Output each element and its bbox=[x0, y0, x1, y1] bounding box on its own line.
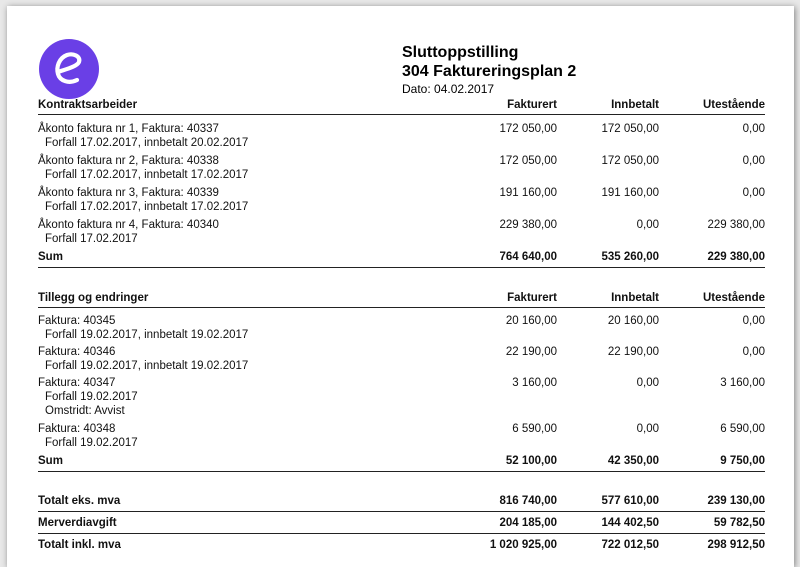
header-divider bbox=[38, 307, 765, 308]
row-label: Åkonto faktura nr 3, Faktura: 40339 bbox=[38, 187, 219, 199]
sum-label: Sum bbox=[38, 455, 63, 467]
row-utestaende: 0,00 bbox=[742, 187, 765, 199]
row-label: Faktura: 40347 bbox=[38, 377, 116, 389]
document-subtitle: 304 Faktureringsplan 2 bbox=[402, 63, 577, 80]
total-innbetalt: 144 402,50 bbox=[601, 517, 659, 529]
row-detail: Forfall 19.02.2017 bbox=[45, 437, 138, 449]
sum-label: Sum bbox=[38, 251, 63, 263]
row-label: Åkonto faktura nr 1, Faktura: 40337 bbox=[38, 123, 219, 135]
row-innbetalt: 20 160,00 bbox=[607, 315, 659, 327]
sum-divider bbox=[38, 267, 765, 268]
row-label: Åkonto faktura nr 2, Faktura: 40338 bbox=[38, 155, 219, 167]
row-label: Faktura: 40345 bbox=[38, 315, 116, 327]
row-utestaende: 0,00 bbox=[742, 315, 765, 327]
row-detail: Forfall 17.02.2017 bbox=[45, 233, 138, 245]
sum-divider bbox=[38, 471, 765, 472]
sum-row bbox=[38, 454, 765, 469]
col-header-innbetalt: Innbetalt bbox=[611, 99, 659, 111]
col-header-utestaende: Utestående bbox=[703, 99, 765, 111]
col-header-fakturert: Fakturert bbox=[507, 292, 557, 304]
row-detail: Forfall 17.02.2017, innbetalt 17.02.2017 bbox=[45, 169, 249, 181]
row-utestaende: 6 590,00 bbox=[720, 423, 765, 435]
row-detail: Forfall 19.02.2017, innbetalt 19.02.2017 bbox=[45, 329, 249, 341]
document-page bbox=[7, 6, 794, 567]
total-fakturert: 1 020 925,00 bbox=[489, 539, 557, 551]
row-innbetalt: 0,00 bbox=[636, 377, 659, 389]
header-divider bbox=[38, 114, 765, 115]
total-row-eks-mva bbox=[38, 494, 765, 509]
total-innbetalt: 722 012,50 bbox=[601, 539, 659, 551]
col-header-utestaende: Utestående bbox=[703, 292, 765, 304]
row-utestaende: 0,00 bbox=[742, 155, 765, 167]
total-label: Merverdiavgift bbox=[38, 517, 117, 529]
row-fakturert: 172 050,00 bbox=[499, 123, 557, 135]
col-header-innbetalt: Innbetalt bbox=[611, 292, 659, 304]
sum-fakturert: 764 640,00 bbox=[499, 251, 557, 263]
total-fakturert: 816 740,00 bbox=[499, 495, 557, 507]
row-fakturert: 3 160,00 bbox=[512, 377, 557, 389]
total-divider bbox=[38, 533, 765, 534]
total-row-inkl-mva bbox=[38, 538, 765, 553]
row-detail: Forfall 19.02.2017, innbetalt 19.02.2017 bbox=[45, 360, 249, 372]
sum-row bbox=[38, 250, 765, 265]
row-fakturert: 22 190,00 bbox=[505, 346, 557, 358]
row-label: Åkonto faktura nr 4, Faktura: 40340 bbox=[38, 219, 219, 231]
row-utestaende: 3 160,00 bbox=[720, 377, 765, 389]
section-title: Tillegg og endringer bbox=[38, 292, 149, 304]
row-fakturert: 191 160,00 bbox=[499, 187, 557, 199]
sum-innbetalt: 535 260,00 bbox=[601, 251, 659, 263]
total-utestaende: 59 782,50 bbox=[713, 517, 765, 529]
row-detail: Forfall 19.02.2017 bbox=[45, 391, 138, 403]
sum-innbetalt: 42 350,00 bbox=[607, 455, 659, 467]
sum-utestaende: 229 380,00 bbox=[707, 251, 765, 263]
row-fakturert: 172 050,00 bbox=[499, 155, 557, 167]
total-divider bbox=[38, 511, 765, 512]
total-label: Totalt eks. mva bbox=[38, 495, 121, 507]
document-header bbox=[402, 43, 576, 97]
total-utestaende: 298 912,50 bbox=[707, 539, 765, 551]
row-utestaende: 0,00 bbox=[742, 346, 765, 358]
total-row-merverdiavgift bbox=[38, 516, 765, 531]
section-header-kontraktsarbeider bbox=[38, 98, 765, 113]
row-innbetalt: 191 160,00 bbox=[601, 187, 659, 199]
row-dispute-note: Omstridt: Avvist bbox=[45, 405, 125, 417]
total-utestaende: 239 130,00 bbox=[707, 495, 765, 507]
row-detail: Forfall 17.02.2017, innbetalt 17.02.2017 bbox=[45, 201, 249, 213]
row-label: Faktura: 40348 bbox=[38, 423, 116, 435]
total-label: Totalt inkl. mva bbox=[38, 539, 121, 551]
row-fakturert: 20 160,00 bbox=[505, 315, 557, 327]
section-header-tillegg-og-endringer bbox=[38, 291, 765, 306]
document-title: Sluttoppstilling bbox=[402, 44, 519, 61]
row-utestaende: 0,00 bbox=[742, 123, 765, 135]
row-innbetalt: 22 190,00 bbox=[607, 346, 659, 358]
row-fakturert: 6 590,00 bbox=[512, 423, 557, 435]
row-innbetalt: 172 050,00 bbox=[601, 123, 659, 135]
section-title: Kontraktsarbeider bbox=[38, 99, 138, 111]
row-fakturert: 229 380,00 bbox=[499, 219, 557, 231]
col-header-fakturert: Fakturert bbox=[507, 99, 557, 111]
sum-utestaende: 9 750,00 bbox=[720, 455, 765, 467]
row-innbetalt: 0,00 bbox=[636, 219, 659, 231]
total-fakturert: 204 185,00 bbox=[499, 517, 557, 529]
e-logo-icon bbox=[39, 39, 99, 99]
row-innbetalt: 0,00 bbox=[636, 423, 659, 435]
document-date: Dato: 04.02.2017 bbox=[402, 82, 495, 96]
row-utestaende: 229 380,00 bbox=[707, 219, 765, 231]
row-innbetalt: 172 050,00 bbox=[601, 155, 659, 167]
sum-fakturert: 52 100,00 bbox=[505, 455, 557, 467]
total-innbetalt: 577 610,00 bbox=[601, 495, 659, 507]
row-detail: Forfall 17.02.2017, innbetalt 20.02.2017 bbox=[45, 137, 249, 149]
row-label: Faktura: 40346 bbox=[38, 346, 116, 358]
